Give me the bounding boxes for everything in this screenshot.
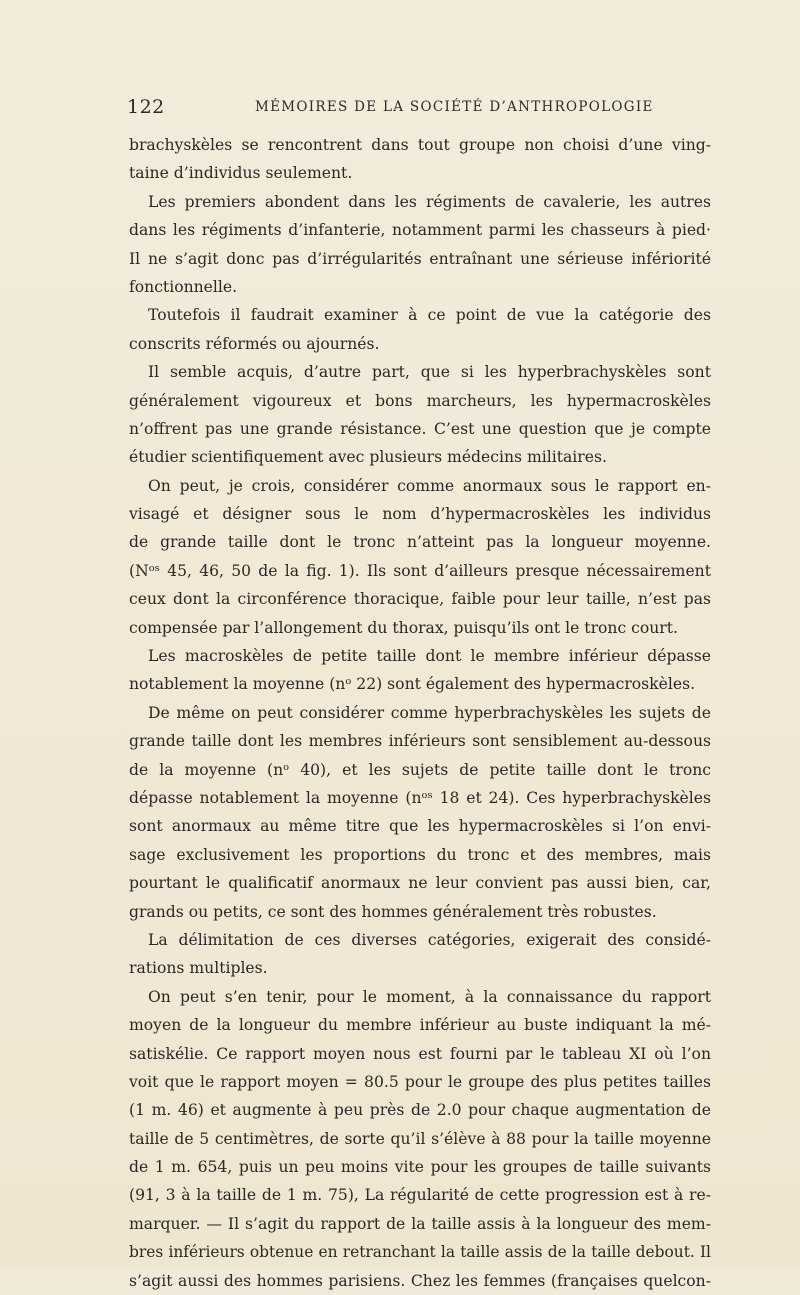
text-line: (Nᵒˢ 45, 46, 50 de la fig. 1). Ils sont d’ailleurs presque nécessairement — [129, 561, 711, 580]
text-line: On peut, je crois, considérer comme anormaux sous le rapport en- — [148, 476, 711, 495]
text-line: Toutefois il faudrait examiner à ce point de vue la catégorie des — [148, 306, 711, 325]
text-line: (1 m. 46) et augmente à peu près de 2.0 pour chaque augmentation de — [129, 1101, 711, 1120]
text-line: voit que le rapport moyen = 80.5 pour le groupe des plus petites tailles — [129, 1072, 711, 1091]
text-line: s’agit aussi des hommes parisiens. Chez les femmes (françaises quelcon- — [129, 1271, 711, 1290]
page-header — [127, 96, 713, 120]
text-line: sont anormaux au même titre que les hypermacroskèles si l’on envi- — [129, 817, 711, 836]
text-line: De même on peut considérer comme hyperbrachyskèles les sujets de — [148, 703, 711, 722]
text-line: brachyskèles se rencontrent dans tout groupe non choisi d’une ving- — [129, 136, 711, 154]
text-line: étudier scientifiquement avec plusieurs médecins militaires. — [129, 448, 607, 467]
text-line: taille de 5 centimètres, de sorte qu’il s’élève à 88 pour la taille moyenne — [129, 1129, 711, 1148]
text-line: Il semble acquis, d’autre part, que si les hyperbrachyskèles sont — [148, 363, 711, 382]
text-line: sage exclusivement les proportions du tronc et des membres, mais — [129, 845, 711, 864]
text-line: marquer. — Il s’agit du rapport de la taille assis à la longueur des mem- — [129, 1214, 711, 1233]
text-line: visagé et désigner sous le nom d’hypermacroskèles les individus — [129, 505, 711, 524]
text-line: compensée par l’allongement du thorax, puisqu’ils ont le tronc court. — [129, 618, 678, 637]
running-title: MÉMOIRES DE LA SOCIÉTÉ D’ANTHROPOLOGIE — [255, 99, 654, 115]
text-line: Il ne s’agit donc pas d’irrégularités entraînant une sérieuse infériorité — [129, 249, 711, 268]
text-line: dépasse notablement la moyenne (nᵒˢ 18 et 24). Ces hyperbrachyskèles — [129, 788, 711, 807]
page-number: 122 — [127, 96, 165, 118]
text-line: La délimitation de ces diverses catégories, exigerait des considé- — [148, 930, 711, 949]
text-line: On peut s’en tenir, pour le moment, à la connaissance du rapport — [148, 987, 711, 1006]
text-line: taine d’individus seulement. — [129, 164, 353, 183]
text-line: n’offrent pas une grande résistance. C’est une question que je compte — [129, 419, 711, 438]
text-line: dans les régiments d’infanterie, notamment parmi les chasseurs à pied· — [129, 221, 711, 240]
text-line: grands ou petits, ce sont des hommes généralement très robustes. — [129, 902, 657, 921]
text-line: grande taille dont les membres inférieurs sont sensiblement au-dessous — [129, 732, 711, 751]
text-line: moyen de la longueur du membre inférieur au buste indiquant la mé- — [129, 1016, 711, 1035]
text-line: notablement la moyenne (nᵒ 22) sont également des hypermacroskèles. — [129, 675, 696, 694]
text-line: fonctionnelle. — [129, 277, 238, 296]
text-line: bres inférieurs obtenue en retranchant la taille assis de la taille debout. Il — [129, 1243, 711, 1262]
text-line: rations multiples. — [129, 959, 268, 978]
text-line: satiskélie. Ce rapport moyen nous est fourni par le tableau XI où l’on — [129, 1044, 711, 1063]
body-text — [129, 131, 711, 1295]
text-line: conscrits réformés ou ajournés. — [129, 334, 380, 353]
text-line: (91, 3 à la taille de 1 m. 75), La régularité de cette progression est à re- — [129, 1186, 711, 1205]
text-line: pourtant le qualificatif anormaux ne leur convient pas aussi bien, car, — [129, 874, 711, 893]
text-line: Les macroskèles de petite taille dont le membre inférieur dépasse — [148, 647, 711, 666]
text-line: de la moyenne (nᵒ 40), et les sujets de petite taille dont le tronc — [129, 760, 711, 779]
text-line: de 1 m. 654, puis un peu moins vite pour les groupes de taille suivants — [129, 1158, 711, 1177]
text-line: de grande taille dont le tronc n’atteint pas la longueur moyenne. — [129, 533, 711, 552]
text-line: ceux dont la circonférence thoracique, faible pour leur taille, n’est pas — [129, 590, 711, 609]
text-line: généralement vigoureux et bons marcheurs, les hypermacroskèles — [129, 391, 711, 410]
text-line: Les premiers abondent dans les régiments de cavalerie, les autres — [148, 192, 711, 211]
